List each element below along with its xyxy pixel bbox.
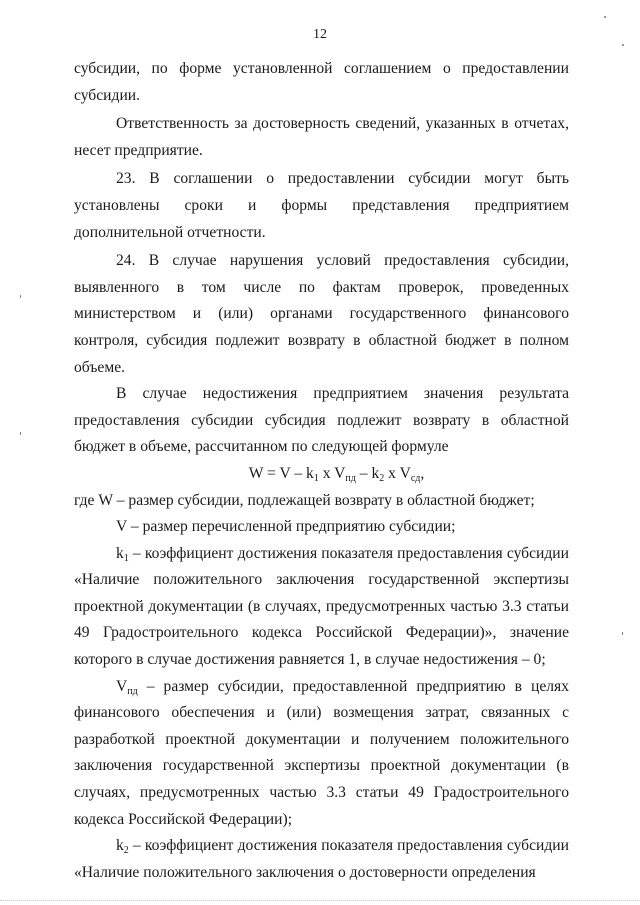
scan-speck	[622, 632, 623, 635]
paragraph-reporting-form: субсидии, по форме установленной соглашением о предоставлении субсидии.	[74, 60, 569, 104]
definition-vpd	[74, 674, 569, 834]
definition-k1-subscript: 1	[123, 552, 129, 564]
definition-w: где W – размер субсидии, подлежащей возврату в областной бюджет;	[74, 491, 535, 509]
formula-k1-subscript: 1	[313, 472, 319, 484]
formula-w: W	[248, 464, 264, 482]
formula-x-v: x V	[318, 464, 346, 482]
page-number: 12	[313, 27, 327, 42]
scan-bottom-edge	[0, 900, 640, 902]
definition-k2	[74, 833, 569, 886]
scan-speck	[604, 16, 606, 18]
formula-sd-subscript: сд	[410, 472, 421, 484]
definition-vpd-text: – размер субсидии, предоставленной предприятию в целях финансового обеспечения и (или) возмещения затрат, связанных с разработкой проектной документации и получением положительного заключения государственной экспертизы проектной документации (в случаях, предусмотренных частью 3.3 статьи 49 Градостроительного кодекса Российской Федерации);	[74, 677, 569, 828]
definition-k2-text: – коэффициент достижения показателя предоставления субсидии «Наличие положительного заключения о достоверности определения	[74, 837, 569, 881]
formula-k2-subscript: 2	[379, 472, 385, 484]
paragraph-clause-23: 23. В соглашении о предоставлении субсидии могут быть установлены сроки и формы представления предприятием дополнительной отчетности.	[74, 170, 569, 241]
document-body	[74, 56, 569, 886]
definition-k1-symbol: k	[116, 544, 124, 562]
refund-formula	[74, 461, 569, 488]
scan-speck	[20, 295, 21, 298]
definition-vpd-symbol: V	[116, 677, 128, 695]
paragraph-non-achievement: В случае недостижения предприятием значения результата предоставления субсидии субсидия подлежит возврату в областной бюджет в объеме, рассчитанном по следующей формуле	[74, 385, 569, 456]
definition-v: V – размер перечисленной предприятию субсидии;	[116, 518, 456, 536]
definition-k1-text: – коэффициент достижения показателя предоставления субсидии «Наличие положительного заключения государственной экспертизы проектной документации (в случаях, предусмотренных частью 3.3 статьи 49 Градостроительного кодекса Российской Федерации)», значение которого в случае достижения равняется 1, в случае недостижения – 0;	[74, 544, 569, 669]
formula-pd-subscript: пд	[345, 472, 356, 484]
definition-k2-symbol: k	[116, 837, 124, 855]
scan-speck	[20, 432, 21, 435]
formula-x-v2: x V	[384, 464, 411, 482]
paragraph-clause-24: 24. В случае нарушения условий предоставления субсидии, выявленного в том числе по фактам проверок, проведенных министерством и (или) органами государственного финансового контроля, субсидия подлежит возврату в областной бюджет в полном объеме.	[74, 252, 569, 376]
formula-eq-v: = V – k	[263, 464, 314, 482]
definition-vpd-subscript: пд	[127, 685, 138, 697]
scan-speck	[622, 44, 624, 46]
definition-k2-subscript: 2	[123, 845, 129, 857]
formula-minus-k: – k	[355, 464, 380, 482]
definition-k1	[74, 541, 569, 674]
paragraph-responsibility: Ответственность за достоверность сведений, указанных в отчетах, несет предприятие.	[74, 115, 569, 159]
formula-tail: ,	[420, 464, 425, 482]
